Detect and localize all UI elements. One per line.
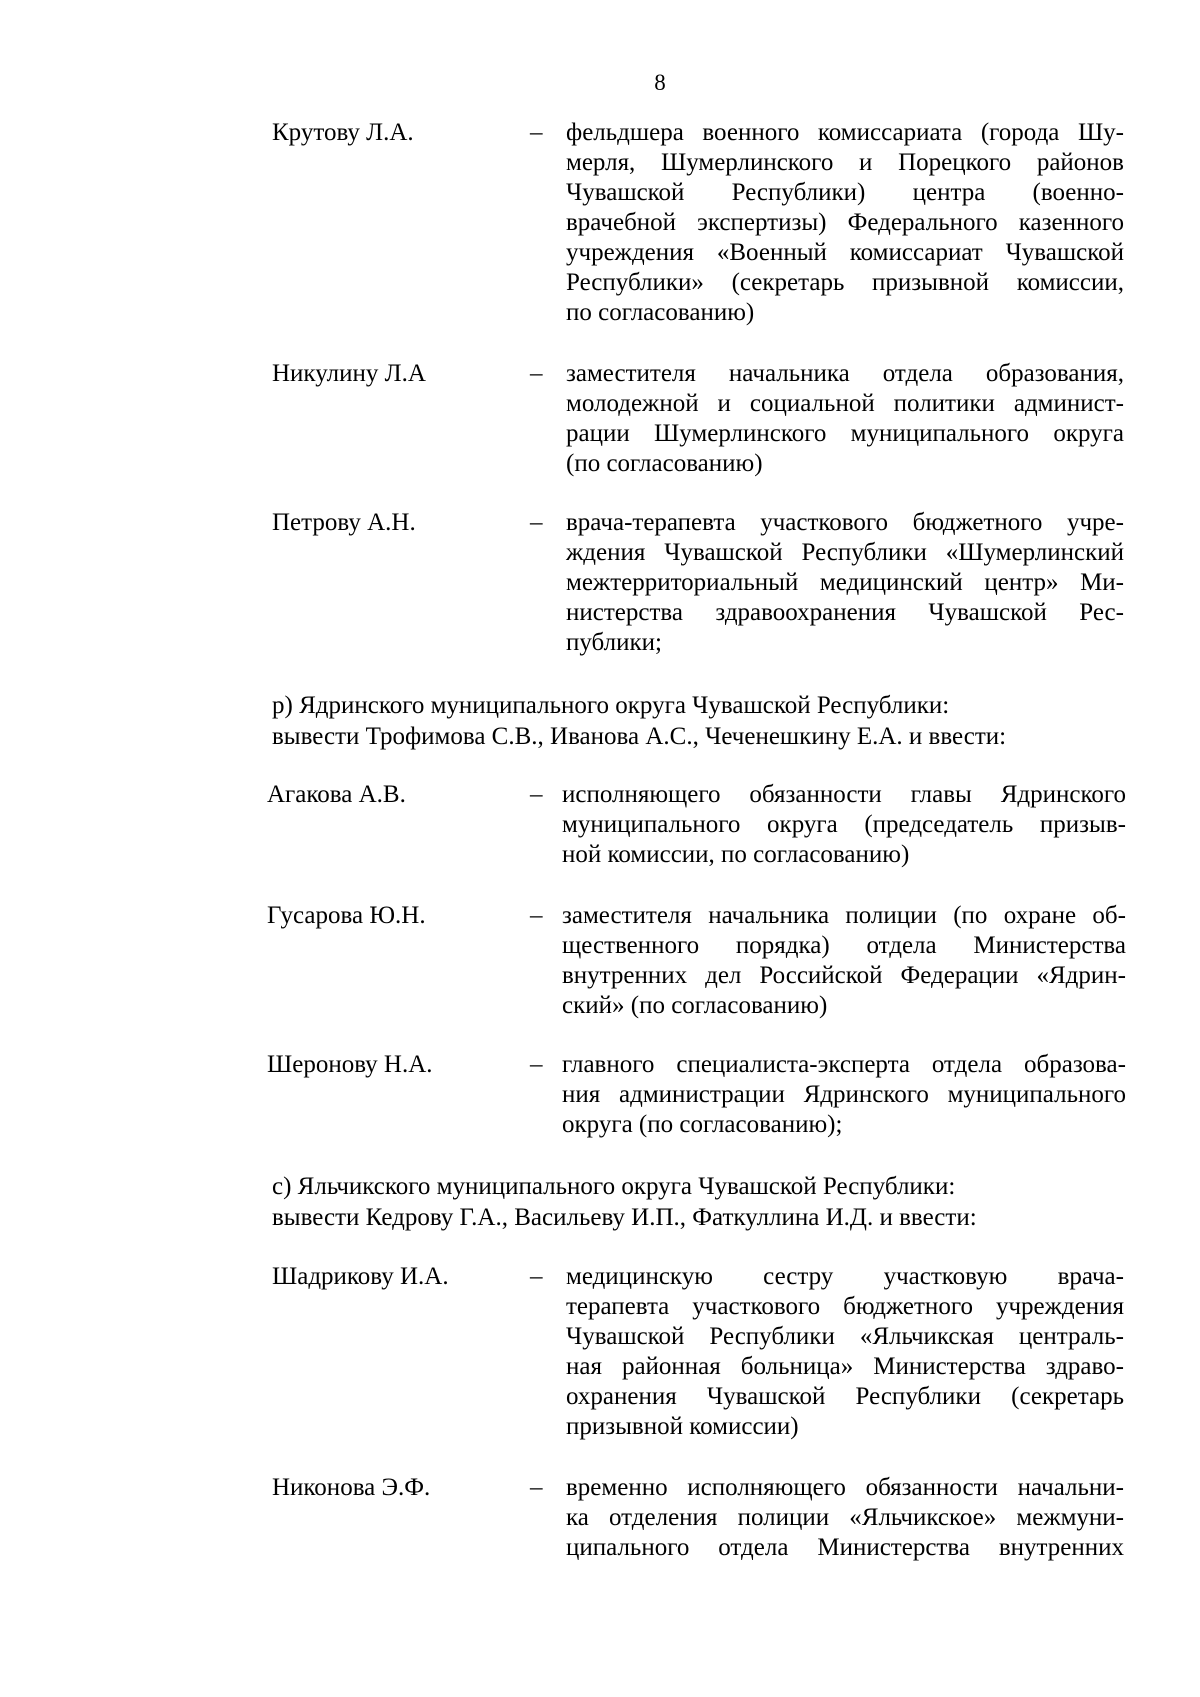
member-description: фельдшера военного комиссариата (города Шу- мерля, Шумерлинского и Порецкого районов Чувашской Республики) центра (военно- врачебной экспертизы) Федерального казенного учреждения «Военный комиссариат Чувашской Республики» (секретарь призывной комиссии, по согласованию): [566, 119, 1124, 326]
member-description: медицинскую сестру участковую врача- терапевта участкового бюджетного учреждения Чувашской Республики «Яльчикская централь- ная районная больница» Министерства здраво- охранения Чувашской Республики (секретарь призывной комиссии): [566, 1263, 1124, 1440]
member-description: заместителя начальника полиции (по охране об- щественного порядка) отдела Министерства внутренних дел Российской Федерации «Ядрин- ский» (по согласованию): [562, 902, 1126, 1019]
member-name: Шеронову Н.А.: [267, 1051, 433, 1078]
section-heading: р) Ядринского муниципального округа Чувашской Республики:: [272, 692, 950, 719]
section-yadrinsky: [272, 690, 1132, 752]
member-name: Гусарова Ю.Н.: [267, 902, 426, 929]
dash: –: [530, 1051, 543, 1078]
member-description: врача-терапевта участкового бюджетного учре- ждения Чувашской Республики «Шумерлинский межтерриториальный медицинский центр» Ми- нистерства здравоохранения Чувашской Рес- публики;: [566, 509, 1124, 656]
section-heading: с) Яльчикского муниципального округа Чувашской Республики:: [272, 1173, 956, 1200]
member-description: главного специалиста-эксперта отдела образова- ния администрации Ядринского муниципального округа (по согласованию);: [562, 1051, 1126, 1138]
dash: –: [530, 1263, 543, 1290]
member-name: Крутову Л.А.: [272, 119, 414, 146]
dash: –: [530, 1474, 543, 1501]
dash: –: [530, 902, 543, 929]
section-instruction: вывести Трофимова С.В., Иванова А.С., Чеченешкину Е.А. и ввести:: [272, 723, 1007, 750]
dash: –: [530, 119, 543, 146]
dash: –: [530, 360, 543, 387]
member-description: временно исполняющего обязанности начальни- ка отделения полиции «Яльчикское» межмуни- ципального отдела Министерства внутренних: [566, 1474, 1124, 1561]
member-description: заместителя начальника отдела образования, молодежной и социальной политики админист- рации Шумерлинского муниципального округа (по согласованию): [566, 360, 1124, 477]
member-name: Шадрикову И.А.: [272, 1263, 449, 1290]
member-name: Никонова Э.Ф.: [272, 1474, 431, 1501]
dash: –: [530, 781, 543, 808]
section-instruction: вывести Кедрову Г.А., Васильеву И.П., Фаткуллина И.Д. и ввести:: [272, 1204, 977, 1231]
member-name: Агакова А.В.: [267, 781, 406, 808]
dash: –: [530, 509, 543, 536]
page-number: 8: [654, 70, 666, 95]
member-name: Петрову А.Н.: [272, 509, 416, 536]
member-description: исполняющего обязанности главы Ядринского муниципального округа (председатель призыв- ной комиссии, по согласованию): [562, 781, 1126, 868]
member-name: Никулину Л.А: [272, 360, 426, 387]
section-yalchiksky: [272, 1171, 1132, 1233]
